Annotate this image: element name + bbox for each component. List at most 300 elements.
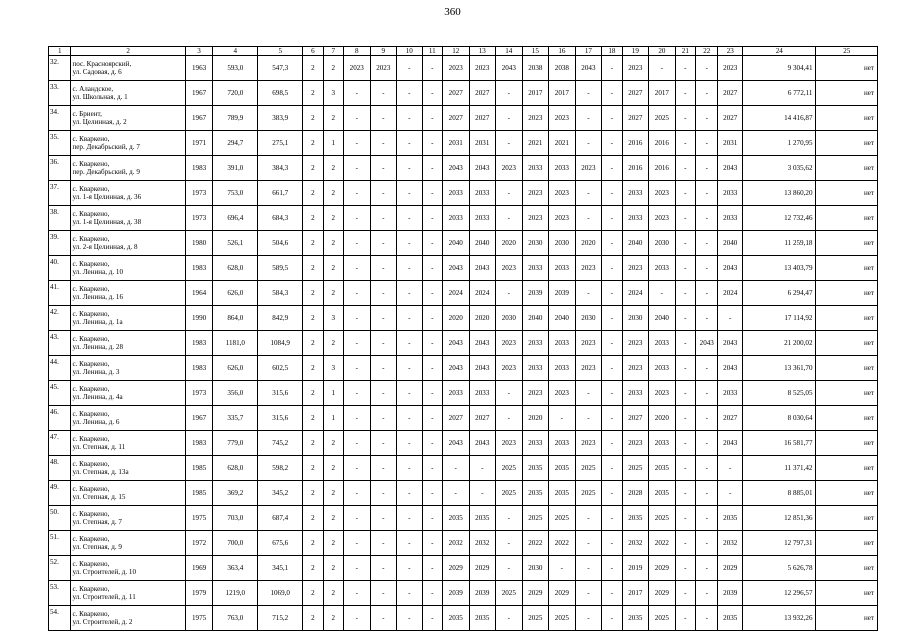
- address-cell: с. Кваркено, пер. Декабрьский, д. 9: [71, 156, 185, 181]
- table-cell: -: [602, 381, 622, 406]
- table-cell: 2033: [549, 156, 576, 181]
- address-cell: с. Кваркено, ул. 2-я Целинная, д. 8: [71, 231, 185, 256]
- table-cell: нет: [816, 556, 878, 581]
- table-cell: -: [696, 56, 718, 81]
- table-cell: -: [370, 156, 397, 181]
- table-cell: 2043: [496, 56, 523, 81]
- table-cell: -: [696, 281, 718, 306]
- address-cell: с. Бриент, ул. Целинная, д. 2: [71, 106, 185, 131]
- table-cell: -: [343, 156, 370, 181]
- table-cell: -: [343, 331, 370, 356]
- row-number-cell: 33.: [49, 81, 71, 106]
- table-cell: 2027: [442, 81, 469, 106]
- table-cell: нет: [816, 481, 878, 506]
- table-cell: 275,1: [258, 131, 303, 156]
- table-cell: 2033: [649, 356, 676, 381]
- table-cell: -: [370, 281, 397, 306]
- table-cell: -: [696, 581, 718, 606]
- table-cell: нет: [816, 281, 878, 306]
- table-cell: -: [496, 81, 523, 106]
- table-cell: -: [422, 81, 442, 106]
- table-cell: -: [675, 256, 695, 281]
- table-cell: нет: [816, 431, 878, 456]
- table-cell: 2023: [575, 156, 602, 181]
- row-number-cell: 45.: [49, 381, 71, 406]
- table-cell: 12 797,31: [742, 531, 816, 556]
- table-cell: 2032: [469, 531, 496, 556]
- table-cell: 2030: [496, 306, 523, 331]
- table-cell: -: [696, 556, 718, 581]
- table-cell: 2025: [575, 456, 602, 481]
- table-cell: 2039: [442, 581, 469, 606]
- table-cell: 2: [323, 481, 343, 506]
- table-cell: -: [602, 606, 622, 631]
- table-cell: -: [422, 56, 442, 81]
- table-cell: -: [422, 231, 442, 256]
- table-cell: -: [370, 606, 397, 631]
- table-cell: -: [675, 406, 695, 431]
- table-row: [49, 81, 878, 106]
- table-cell: 2027: [622, 106, 649, 131]
- table-cell: -: [696, 81, 718, 106]
- column-header: 11: [422, 47, 442, 56]
- table-cell: 2027: [469, 406, 496, 431]
- table-cell: 21 200,02: [742, 331, 816, 356]
- table-cell: 2023: [522, 106, 549, 131]
- table-cell: -: [675, 281, 695, 306]
- column-header: 22: [696, 47, 718, 56]
- table-cell: -: [397, 606, 423, 631]
- table-cell: 2: [303, 506, 323, 531]
- table-cell: -: [397, 81, 423, 106]
- column-header: 16: [549, 47, 576, 56]
- table-cell: -: [675, 581, 695, 606]
- table-cell: -: [575, 531, 602, 556]
- table-cell: нет: [816, 106, 878, 131]
- table-cell: 2027: [469, 106, 496, 131]
- table-cell: -: [370, 531, 397, 556]
- table-cell: -: [469, 456, 496, 481]
- table-cell: 1219,0: [213, 581, 258, 606]
- table-cell: 2035: [549, 481, 576, 506]
- table-cell: 391,0: [213, 156, 258, 181]
- table-cell: 384,3: [258, 156, 303, 181]
- table-cell: -: [718, 481, 743, 506]
- table-cell: -: [397, 131, 423, 156]
- table-cell: -: [675, 606, 695, 631]
- table-cell: 2023: [496, 331, 523, 356]
- table-cell: 2038: [522, 56, 549, 81]
- table-cell: 2: [303, 356, 323, 381]
- table-cell: -: [575, 606, 602, 631]
- table-cell: 1990: [185, 306, 213, 331]
- table-cell: 2023: [649, 381, 676, 406]
- table-cell: 2043: [469, 356, 496, 381]
- table-cell: 2: [303, 281, 323, 306]
- table-cell: 2043: [469, 256, 496, 281]
- table-cell: 2: [303, 606, 323, 631]
- table-cell: -: [397, 331, 423, 356]
- table-row: [49, 206, 878, 231]
- table-cell: -: [343, 431, 370, 456]
- table-cell: -: [675, 356, 695, 381]
- table-cell: 2: [323, 281, 343, 306]
- table-cell: -: [422, 606, 442, 631]
- table-cell: нет: [816, 606, 878, 631]
- table-cell: 2033: [718, 206, 743, 231]
- row-number-cell: 54.: [49, 606, 71, 631]
- column-header: 21: [675, 47, 695, 56]
- table-cell: -: [575, 106, 602, 131]
- table-cell: -: [422, 406, 442, 431]
- table-cell: -: [675, 481, 695, 506]
- table-cell: -: [397, 356, 423, 381]
- table-row: [49, 506, 878, 531]
- table-cell: 2: [323, 606, 343, 631]
- column-header: 3: [185, 47, 213, 56]
- table-cell: -: [343, 81, 370, 106]
- table-cell: 2: [303, 381, 323, 406]
- table-cell: 2039: [522, 281, 549, 306]
- table-cell: -: [496, 556, 523, 581]
- table-cell: 2043: [718, 156, 743, 181]
- table-cell: 2: [303, 56, 323, 81]
- table-cell: 3: [323, 356, 343, 381]
- table-cell: 2: [303, 156, 323, 181]
- table-cell: 2: [303, 556, 323, 581]
- table-cell: 8 885,01: [742, 481, 816, 506]
- table-cell: 2025: [522, 506, 549, 531]
- row-number-cell: 53.: [49, 581, 71, 606]
- table-cell: 2016: [622, 131, 649, 156]
- table-cell: -: [397, 106, 423, 131]
- table-cell: -: [696, 131, 718, 156]
- table-cell: нет: [816, 56, 878, 81]
- table-cell: 2043: [575, 56, 602, 81]
- table-cell: -: [397, 281, 423, 306]
- table-cell: 2033: [649, 256, 676, 281]
- table-cell: 2023: [575, 431, 602, 456]
- address-cell: с. Кваркено, ул. Ленина, д. 1а: [71, 306, 185, 331]
- row-number-cell: 50.: [49, 506, 71, 531]
- table-cell: 2035: [622, 506, 649, 531]
- table-cell: -: [718, 456, 743, 481]
- table-cell: -: [496, 506, 523, 531]
- table-cell: -: [370, 331, 397, 356]
- table-cell: 2035: [649, 481, 676, 506]
- table-cell: -: [696, 456, 718, 481]
- table-body: [49, 56, 878, 631]
- table-cell: 2: [323, 556, 343, 581]
- table-cell: -: [718, 306, 743, 331]
- table-cell: 5 626,78: [742, 556, 816, 581]
- table-cell: -: [370, 506, 397, 531]
- table-cell: 13 361,70: [742, 356, 816, 381]
- table-cell: -: [696, 481, 718, 506]
- table-cell: 2027: [442, 106, 469, 131]
- table-cell: -: [422, 131, 442, 156]
- table-cell: -: [422, 431, 442, 456]
- table-cell: 2: [303, 81, 323, 106]
- table-cell: 2033: [549, 356, 576, 381]
- table-cell: -: [397, 56, 423, 81]
- table-cell: -: [575, 206, 602, 231]
- table-cell: нет: [816, 306, 878, 331]
- table-row: [49, 256, 878, 281]
- table-cell: -: [422, 156, 442, 181]
- table-cell: 2025: [649, 606, 676, 631]
- table-cell: 2028: [622, 481, 649, 506]
- table-cell: 598,2: [258, 456, 303, 481]
- table-cell: 2020: [522, 406, 549, 431]
- table-cell: -: [370, 481, 397, 506]
- table-cell: 1983: [185, 256, 213, 281]
- table-cell: 1: [323, 131, 343, 156]
- table-cell: нет: [816, 181, 878, 206]
- table-cell: 3: [323, 306, 343, 331]
- table-cell: 2029: [649, 581, 676, 606]
- table-cell: 696,4: [213, 206, 258, 231]
- table-cell: 11 259,18: [742, 231, 816, 256]
- table-cell: -: [602, 581, 622, 606]
- table-cell: -: [343, 506, 370, 531]
- table-cell: нет: [816, 456, 878, 481]
- table-cell: -: [696, 206, 718, 231]
- column-header: 19: [622, 47, 649, 56]
- table-cell: 2023: [575, 256, 602, 281]
- table-cell: 2: [323, 456, 343, 481]
- address-cell: с. Кваркено, ул. 1-я Целинная, д. 38: [71, 206, 185, 231]
- table-cell: 2031: [718, 131, 743, 156]
- table-cell: 2030: [649, 231, 676, 256]
- table-cell: 2023: [575, 356, 602, 381]
- table-row: [49, 231, 878, 256]
- table-cell: 2: [303, 406, 323, 431]
- table-row: [49, 606, 878, 631]
- column-header: 2: [71, 47, 185, 56]
- table-cell: 2033: [549, 331, 576, 356]
- table-cell: -: [602, 431, 622, 456]
- column-header: 24: [742, 47, 816, 56]
- table-cell: 2: [303, 481, 323, 506]
- table-cell: 1983: [185, 356, 213, 381]
- table-cell: 2: [323, 256, 343, 281]
- table-cell: -: [696, 181, 718, 206]
- page-number: 360: [444, 6, 461, 18]
- table-cell: 1972: [185, 531, 213, 556]
- row-number-cell: 49.: [49, 481, 71, 506]
- table-cell: 703,0: [213, 506, 258, 531]
- table-cell: нет: [816, 356, 878, 381]
- table-cell: 2: [303, 231, 323, 256]
- table-cell: 2023: [496, 156, 523, 181]
- table-cell: 2033: [522, 331, 549, 356]
- table-cell: 2033: [442, 206, 469, 231]
- table-cell: 13 403,79: [742, 256, 816, 281]
- table-row: [49, 306, 878, 331]
- table-cell: 2025: [549, 506, 576, 531]
- table-cell: 753,0: [213, 181, 258, 206]
- table-cell: 2: [323, 156, 343, 181]
- table-cell: -: [370, 306, 397, 331]
- table-cell: 2033: [549, 431, 576, 456]
- table-cell: 2043: [442, 256, 469, 281]
- table-row: [49, 131, 878, 156]
- table-cell: -: [343, 256, 370, 281]
- table-cell: 2: [303, 181, 323, 206]
- table-cell: 1964: [185, 281, 213, 306]
- table-cell: -: [575, 181, 602, 206]
- table-cell: 1983: [185, 431, 213, 456]
- table-cell: -: [496, 531, 523, 556]
- table-cell: 2033: [522, 156, 549, 181]
- table-cell: -: [370, 181, 397, 206]
- table-cell: 2022: [522, 531, 549, 556]
- column-header: 1: [49, 47, 71, 56]
- address-cell: с. Кваркено, ул. Ленина, д. 28: [71, 331, 185, 356]
- row-number-cell: 48.: [49, 456, 71, 481]
- table-row: [49, 156, 878, 181]
- table-cell: 2035: [442, 506, 469, 531]
- table-cell: 687,4: [258, 506, 303, 531]
- column-header: 25: [816, 47, 878, 56]
- row-number-cell: 47.: [49, 431, 71, 456]
- table-cell: -: [422, 381, 442, 406]
- table-cell: нет: [816, 156, 878, 181]
- table-cell: -: [397, 556, 423, 581]
- table-cell: 2033: [718, 181, 743, 206]
- table-cell: 2016: [622, 156, 649, 181]
- table-cell: 842,9: [258, 306, 303, 331]
- table-cell: 2: [323, 206, 343, 231]
- table-cell: -: [675, 331, 695, 356]
- table-cell: 684,3: [258, 206, 303, 231]
- table-cell: 2032: [718, 531, 743, 556]
- table-cell: 9 304,41: [742, 56, 816, 81]
- table-cell: 2033: [442, 381, 469, 406]
- table-cell: -: [549, 556, 576, 581]
- table-cell: -: [397, 481, 423, 506]
- table-cell: 13 860,20: [742, 181, 816, 206]
- table-cell: -: [397, 156, 423, 181]
- table-cell: 315,6: [258, 381, 303, 406]
- table-cell: 2023: [343, 56, 370, 81]
- table-cell: 2029: [442, 556, 469, 581]
- table-cell: 2: [323, 181, 343, 206]
- table-cell: нет: [816, 231, 878, 256]
- table-cell: -: [422, 456, 442, 481]
- row-number-cell: 43.: [49, 331, 71, 356]
- address-cell: с. Кваркено, ул. Ленина, д. 3: [71, 356, 185, 381]
- table-cell: 2040: [549, 306, 576, 331]
- table-cell: 2035: [469, 506, 496, 531]
- column-header: 8: [343, 47, 370, 56]
- row-number-cell: 51.: [49, 531, 71, 556]
- table-cell: нет: [816, 381, 878, 406]
- table-row: [49, 106, 878, 131]
- table-cell: 2024: [718, 281, 743, 306]
- table-cell: 789,9: [213, 106, 258, 131]
- table-cell: 2025: [496, 481, 523, 506]
- table-cell: 11 371,42: [742, 456, 816, 481]
- table-cell: 2027: [469, 81, 496, 106]
- table-cell: 2: [303, 331, 323, 356]
- table-cell: -: [649, 281, 676, 306]
- table-cell: -: [575, 131, 602, 156]
- table-cell: 2: [303, 456, 323, 481]
- table-cell: 1181,0: [213, 331, 258, 356]
- table-cell: 2030: [622, 306, 649, 331]
- table-cell: 698,5: [258, 81, 303, 106]
- table-cell: 2033: [649, 331, 676, 356]
- table-cell: -: [422, 556, 442, 581]
- column-header: 4: [213, 47, 258, 56]
- table-cell: 2032: [442, 531, 469, 556]
- table-cell: 2025: [622, 456, 649, 481]
- table-cell: -: [675, 106, 695, 131]
- table-cell: -: [496, 281, 523, 306]
- table-cell: 2021: [522, 131, 549, 156]
- table-cell: 8 525,05: [742, 381, 816, 406]
- table-cell: 2020: [469, 306, 496, 331]
- table-cell: -: [343, 181, 370, 206]
- table-cell: 2: [303, 256, 323, 281]
- table-cell: 864,0: [213, 306, 258, 331]
- table-cell: 2030: [522, 556, 549, 581]
- table-cell: 2023: [496, 431, 523, 456]
- row-number-cell: 44.: [49, 356, 71, 381]
- table-cell: 2039: [549, 281, 576, 306]
- table-cell: -: [442, 456, 469, 481]
- table-cell: 2: [303, 431, 323, 456]
- table-cell: 1967: [185, 81, 213, 106]
- column-header: 10: [397, 47, 423, 56]
- table-cell: -: [675, 81, 695, 106]
- table-cell: -: [442, 481, 469, 506]
- table-cell: 2040: [622, 231, 649, 256]
- table-cell: 628,0: [213, 456, 258, 481]
- table-cell: -: [397, 306, 423, 331]
- table-cell: 369,2: [213, 481, 258, 506]
- column-header: 13: [469, 47, 496, 56]
- table-cell: 626,0: [213, 356, 258, 381]
- table-cell: -: [370, 456, 397, 481]
- table-cell: -: [370, 106, 397, 131]
- table-cell: 356,0: [213, 381, 258, 406]
- table-cell: 13 932,26: [742, 606, 816, 631]
- table-cell: 2033: [522, 356, 549, 381]
- table-row: [49, 381, 878, 406]
- table-cell: -: [397, 256, 423, 281]
- table-cell: 2019: [622, 556, 649, 581]
- row-number-cell: 34.: [49, 106, 71, 131]
- table-cell: 2033: [622, 181, 649, 206]
- table-cell: 2: [303, 131, 323, 156]
- table-cell: 2035: [469, 606, 496, 631]
- table-cell: -: [397, 231, 423, 256]
- address-cell: с. Кваркено, ул. Ленина, д. 6: [71, 406, 185, 431]
- address-cell: с. Кваркено, ул. Степная, д. 9: [71, 531, 185, 556]
- table-row: [49, 431, 878, 456]
- table-cell: 2033: [469, 181, 496, 206]
- table-cell: 2043: [442, 331, 469, 356]
- column-header: 23: [718, 47, 743, 56]
- table-cell: -: [602, 131, 622, 156]
- table-cell: 1: [323, 406, 343, 431]
- table-cell: -: [496, 181, 523, 206]
- table-cell: 2029: [718, 556, 743, 581]
- table-cell: -: [397, 181, 423, 206]
